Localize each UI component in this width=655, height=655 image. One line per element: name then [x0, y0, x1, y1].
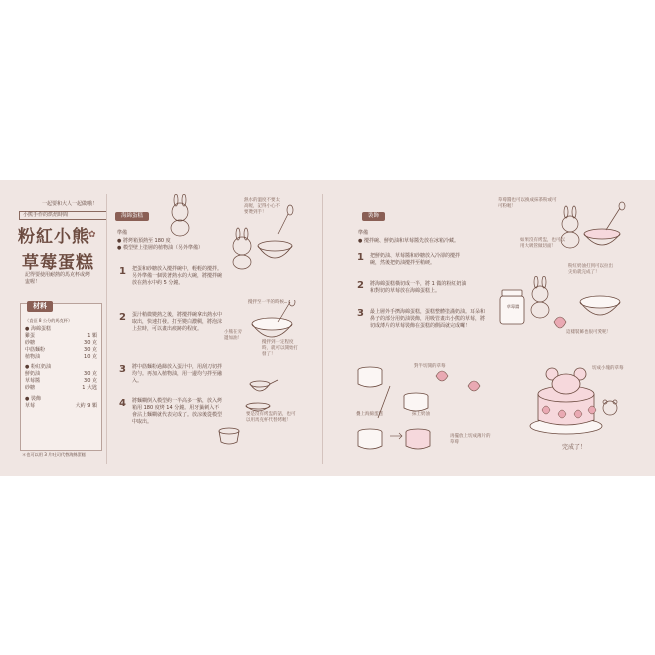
subtitle: 小熊手作的烘焙時間: [23, 212, 69, 218]
strawberry-icon: [554, 317, 566, 328]
process-label: 抹上奶油: [412, 412, 430, 417]
mid-bubble: 熱水的溫度不要太高喔，記得小心不要燙到手！: [244, 198, 280, 215]
arrow-icon: [390, 433, 402, 439]
mid-step-text: 將中筋麵粉過篩放入蛋汁中，用刮刀切拌均勻。再加入植物油，用一邊均勻拌至融入。: [132, 364, 223, 384]
right-bubble: 粉紅奶油打到可以拉出尖角就完成了！: [568, 264, 613, 275]
right-bubble: 草莓醬也可以換成抹茶粉或可可粉喔！: [498, 198, 557, 209]
sieve-illustration: [240, 376, 280, 412]
divider: [322, 194, 323, 464]
right-step-number: 1: [357, 252, 364, 263]
right-step-text: 把鮮奶油、草莓醬和砂糖放入冷卻的攪拌碗，然後把奶油攪拌至稍硬。: [370, 253, 461, 266]
sponge-cake-icon: [404, 393, 428, 411]
process-label: 疊上海綿蛋糕: [356, 412, 383, 417]
mid-step-number: 2: [119, 312, 126, 323]
ingredients-panel: [20, 303, 102, 451]
ingredients-label: 材料: [27, 301, 53, 312]
mug-note: 記得要使用耐熱的馬克杯或烤盅喔！: [25, 272, 91, 285]
bunny-icon: [531, 276, 549, 318]
ingredient-row: 中筋麵粉 30 克: [25, 347, 97, 353]
group-sponge-title: 海綿蛋糕: [30, 326, 51, 332]
right-step-text: 最上層外手擠海綿蛋糕，蛋糕整體塗滿奶油。耳朵和鼻子的部分用奶油裝飾，用吸管畫出小熊的草莓，將切成薄片的草莓裝飾在蛋糕的側面就完成囉！: [370, 309, 486, 329]
mid-prep-label: 準備: [117, 230, 128, 236]
tagline: 一起要和大人一起做哦！: [42, 201, 98, 207]
sponge-tag: 海綿蛋糕: [115, 212, 149, 221]
right-bubble: 這樣裝飾也很可愛呢！: [566, 330, 611, 335]
recipe-sheet: [0, 180, 655, 476]
ingredient-row: 草莓醬 30 克: [25, 378, 97, 384]
strawberry-icon: [436, 371, 480, 391]
bunny-icon: [233, 228, 251, 269]
title-line-2: 草莓蛋糕: [22, 253, 94, 273]
group-cream: ● 粉紅奶油 鮮奶油 30 克 草莓醬 30 克 砂糖 1 大匙: [25, 364, 97, 391]
right-step-text: 將海綿蛋糕橫切成一半，將 1 做的粉紅奶油和對切的草莓放在海綿蛋糕上。: [370, 281, 467, 294]
right-prep-list: ● 攪拌碗、鮮奶油和草莓醬先放在冰箱冷藏。: [358, 238, 459, 244]
finished-label: 完成了！: [562, 444, 587, 451]
mid-bubble: 要是沒有烤盅的話，也可以用馬克杯代替烤喔！: [246, 412, 296, 423]
ingredient-row: 雞蛋 1 顆: [25, 333, 97, 339]
bowl-icon: [258, 241, 292, 258]
flower-icon: ✿: [88, 230, 96, 240]
whisk-icon: [278, 205, 293, 234]
process-label: 對半切開的草莓: [414, 364, 446, 369]
right-bubble: 如果沒有烤盅，也可以用大吸管做切面！: [520, 238, 565, 249]
mid-step-text: 蛋汁稍微變熱之後，將攪拌碗拿出熱水中取出，快速打發。打至變白濃稠，將泡沫上拉時，可以畫出痕跡的程度。: [132, 312, 223, 332]
process-label: 切成小塊的草莓: [592, 366, 624, 371]
bowl-icon: [252, 318, 292, 337]
small-bear-icon: [603, 400, 617, 415]
ingredient-row: 砂糖 30 克: [25, 340, 97, 346]
footnote: ＊也可以用 3 片吐司代替海綿蛋糕: [22, 452, 86, 457]
sponge-cake-icon: [358, 367, 382, 387]
bowl-whisk-illustration: [240, 300, 300, 348]
mid-prep-list: ● 將烤箱預熱至 180 度 ● 模型壁上塗層的植物油（另外準備）: [117, 238, 203, 251]
right-step-number: 2: [357, 280, 364, 291]
mid-step-number: 1: [119, 266, 126, 277]
bowl-icon: [580, 296, 620, 315]
ingredient-row: 鮮奶油 30 克: [25, 371, 97, 377]
whisk-icon: [606, 202, 625, 230]
ingredients-sub: （直徑 8 公分的馬克杯）: [25, 318, 73, 323]
group-decor-title: 裝飾: [30, 396, 41, 402]
ramekin-illustration: [216, 426, 242, 446]
subtitle-box: [19, 211, 107, 220]
group-sponge: ● 海綿蛋糕 雞蛋 1 顆 砂糖 30 克 中筋麵粉 30 克 植物油 10 克: [25, 326, 97, 360]
ingredient-row: 植物油 10 克: [25, 354, 97, 360]
group-decor: ● 裝飾 草莓 大約 9 顆: [25, 396, 97, 409]
bunny-icon: [561, 206, 579, 248]
sponge-cake-icon: [358, 429, 382, 449]
process-label: 再擺放上切成薄片的草莓: [450, 434, 491, 445]
sieve-icon: [246, 380, 278, 411]
bunny-cream-illustration: [540, 198, 630, 268]
mid-step-text: 把蛋和砂糖放入攪拌碗中，輕輕的攪拌。另外準備一個裝著熱水的大碗，將攪拌碗放在熱水中約 5 分鐘。: [132, 266, 223, 286]
jam-jar-label: 草莓醬: [506, 304, 520, 309]
right-prep-label: 準備: [358, 230, 369, 236]
title-line-1: 粉紅小熊: [18, 227, 90, 247]
right-step-number: 3: [357, 308, 364, 319]
mid-step-number: 4: [119, 398, 126, 409]
bowl-icon: [584, 229, 620, 245]
decor-tag: 裝飾: [362, 212, 385, 221]
bear-cake-illustration: [514, 360, 624, 440]
bear-cake-icon: [538, 368, 594, 425]
mid-bubble: 攪拌到一定程度時，就可以開始打發了！: [262, 340, 298, 357]
divider: [106, 194, 107, 464]
bunny-mixing-illustration: [160, 194, 300, 274]
group-cream-title: 粉紅奶油: [30, 364, 51, 370]
ingredient-row: 草莓 大約 9 顆: [25, 403, 97, 409]
bunny-icon: [171, 194, 189, 236]
sponge-cake-icon: [406, 429, 430, 449]
mid-step-number: 3: [119, 364, 126, 375]
mid-bubble: 攪拌至一半的時候…: [248, 300, 287, 305]
ramekin-icon: [219, 428, 239, 444]
mid-bubble: 小熊在旁邊加油！: [224, 330, 242, 341]
ingredient-row: 砂糖 1 大匙: [25, 385, 97, 391]
mid-step-text: 將麵糊倒入模型約一半高多一點，放入烤箱用 180 度烤 14 分鐘。用牙籤刺入不會沾上麵糊就代表完成了。放涼後從模型中取出。: [132, 398, 223, 425]
